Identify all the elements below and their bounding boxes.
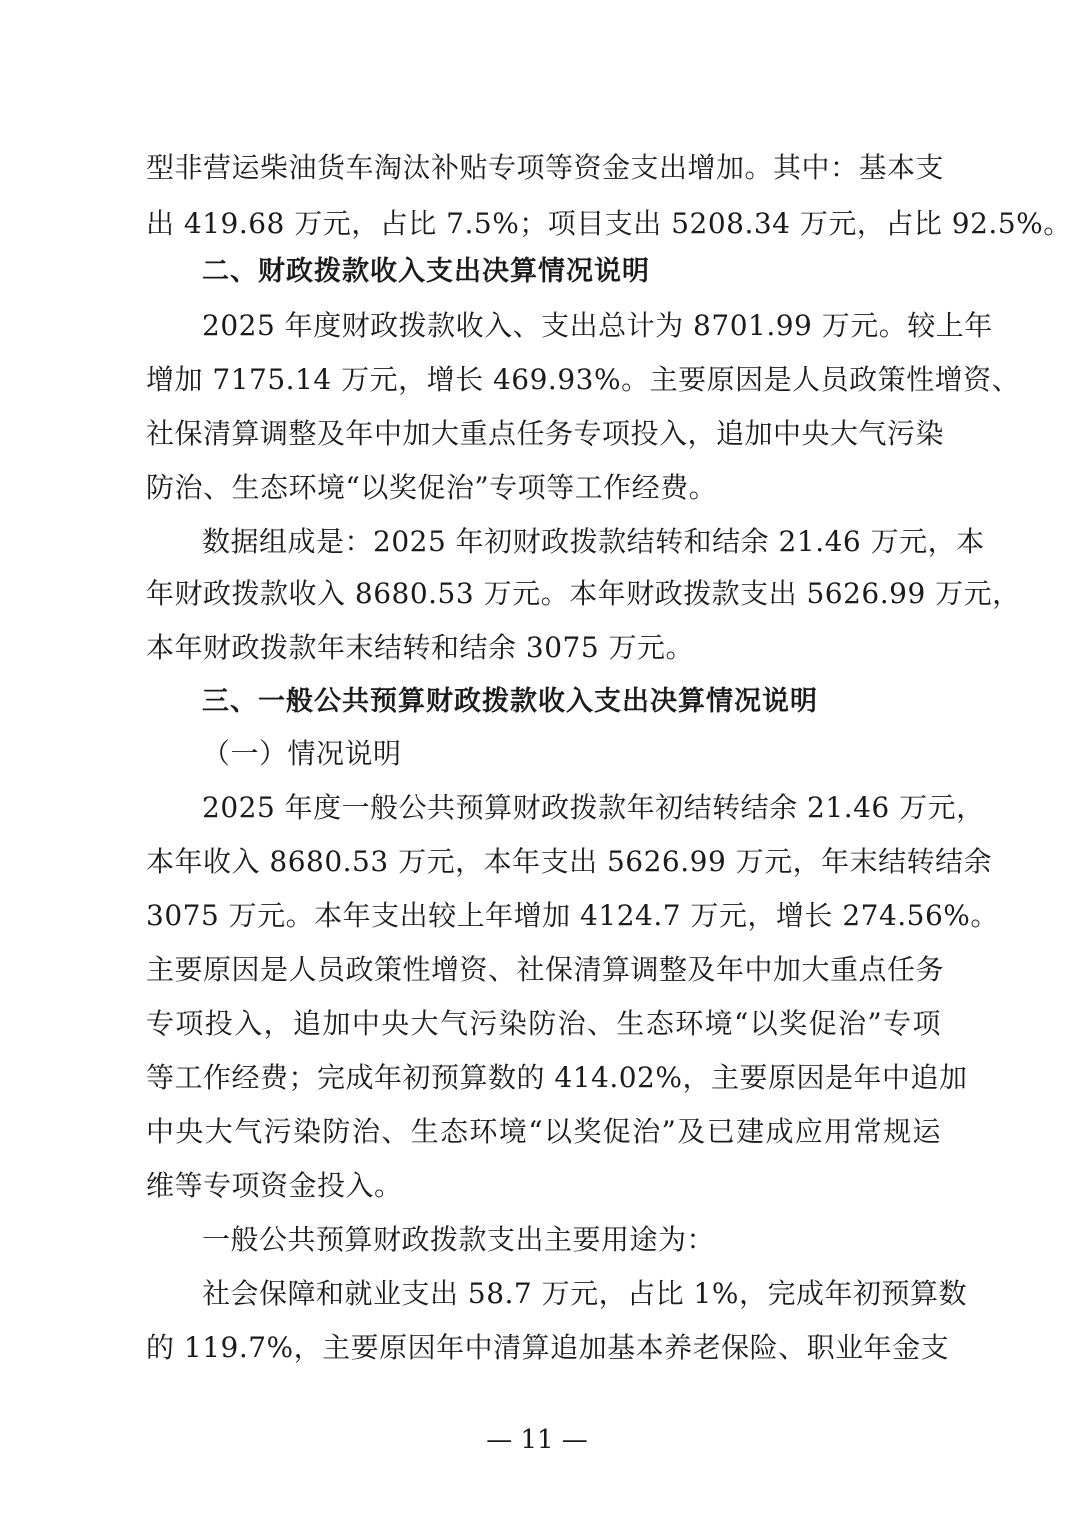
body-text-line: 3075 万元。本年支出较上年增加 4124.7 万元，增长 274.56%。 (146, 899, 999, 932)
body-text-line: 一般公共预算财政拨款支出主要用途为： (202, 1223, 716, 1256)
body-text-line: 2025 年度一般公共预算财政拨款年初结转结余 21.46 万元， (202, 791, 985, 824)
page-number: — 11 — (486, 1425, 588, 1455)
section-heading-2: 二、财政拨款收入支出决算情况说明 (202, 256, 650, 287)
body-text-line: 中央大气污染防治、生态环境“以奖促治”及已建成应用常规运 (146, 1115, 941, 1148)
body-text-line: 专项投入，追加中央大气污染防治、生态环境“以奖促治”专项 (146, 1007, 941, 1040)
body-text-line: 增加 7175.14 万元，增长 469.93%。主要原因是人员政策性增资、 (146, 363, 1021, 396)
body-text-line: 社会保障和就业支出 58.7 万元，占比 1%，完成年初预算数 (202, 1277, 967, 1310)
body-text-line: 出 419.68 万元，占比 7.5%；项目支出 5208.34 万元，占比 92.5%。 (146, 207, 1072, 240)
section-heading-3: 三、一般公共预算财政拨款收入支出决算情况说明 (202, 686, 818, 717)
body-text-line: 本年收入 8680.53 万元，本年支出 5626.99 万元，年末结转结余 (146, 845, 993, 878)
subsection-heading: （一）情况说明 (202, 737, 402, 770)
body-text-line: 维等专项资金投入。 (146, 1169, 403, 1202)
body-text-line: 数据组成是：2025 年初财政拨款结转和结余 21.46 万元，本 (202, 525, 985, 558)
body-text-line: 年财政拨款收入 8680.53 万元。本年财政拨款支出 5626.99 万元， (146, 577, 1021, 610)
body-text-line: 等工作经费；完成年初预算数的 414.02%，主要原因是年中追加 (146, 1061, 968, 1094)
body-text-line: 的 119.7%，主要原因年中清算追加基本养老保险、职业年金支 (146, 1331, 950, 1364)
body-text-line: 本年财政拨款年末结转和结余 3075 万元。 (146, 631, 695, 664)
body-text-line: 防治、生态环境“以奖促治”专项等工作经费。 (146, 471, 718, 504)
body-text-line: 型非营运柴油货车淘汰补贴专项等资金支出增加。其中：基本支 (146, 151, 945, 184)
body-text-line: 2025 年度财政拨款收入、支出总计为 8701.99 万元。较上年 (202, 309, 993, 342)
body-text-line: 主要原因是人员政策性增资、社保清算调整及年中加大重点任务 (146, 953, 945, 986)
body-text-line: 社保清算调整及年中加大重点任务专项投入，追加中央大气污染 (146, 417, 945, 450)
